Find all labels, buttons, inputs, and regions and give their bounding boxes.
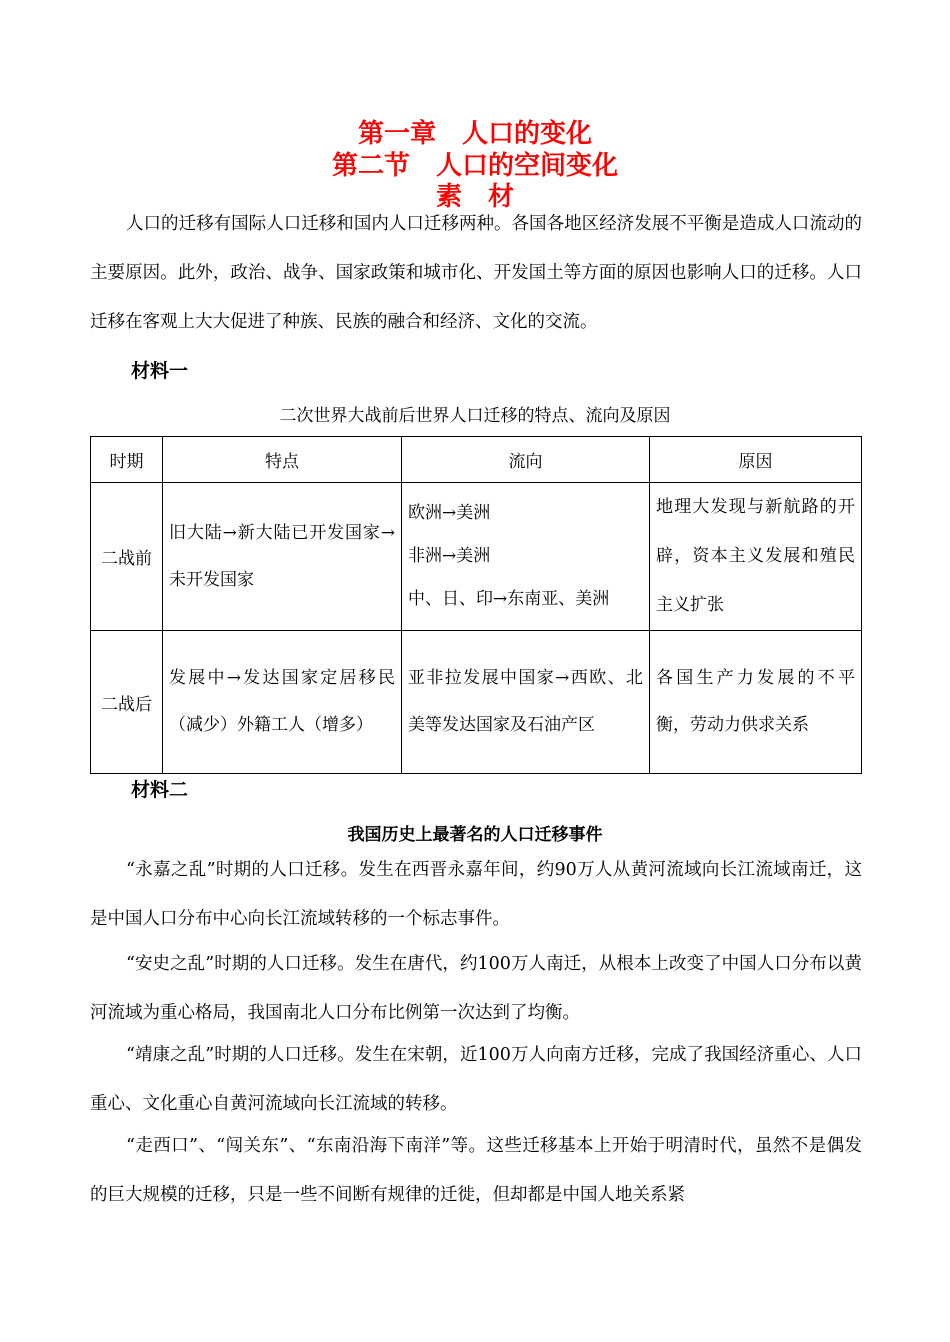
material-one-heading: 材料一	[131, 360, 189, 382]
reason-cell: 各国生产力发展的不平衡，劳动力供求关系	[650, 631, 862, 774]
event-paragraph: “靖康之乱”时期的人口迁移。发生在宋朝，近100万人向南方迁移，完成了我国经济重心、人口重心、文化重心自黄河流域向长江流域的转移。	[90, 1045, 862, 1114]
chapter-title: 第一章 人口的变化	[357, 119, 592, 149]
table-row	[91, 483, 862, 631]
header-reason: 原因	[650, 437, 862, 483]
flow-line: 非洲→美洲	[408, 546, 491, 566]
flow-cell	[402, 483, 650, 631]
migration-table	[90, 436, 862, 774]
event-paragraph: “走西口”、“闯关东”、“东南沿海下南洋”等。这些迁移基本上开始于明清时代，虽然不是偶发的巨大规模的迁移，只是一些不间断有规律的迁徙，但却都是中国人地关系紧	[90, 1136, 862, 1205]
subject-title: 素 材	[435, 182, 514, 212]
flow-cell: 亚非拉发展中国家→西欧、北美等发达国家及石油产区	[402, 631, 650, 774]
reason-cell: 地理大发现与新航路的开辟，资本主义发展和殖民主义扩张	[650, 483, 862, 631]
section-title: 第二节 人口的空间变化	[331, 151, 618, 181]
period-cell: 二战后	[91, 631, 163, 774]
intro-paragraph: 人口的迁移有国际人口迁移和国内人口迁移两种。各国各地区经济发展不平衡是造成人口流动的主要原因。此外，政治、战争、国家政策和城市化、开发国土等方面的原因也影响人口的迁移。人口迁移在客观上大大促进了种族、民族的融合和经济、文化的交流。	[90, 214, 862, 332]
period-cell: 二战前	[91, 483, 163, 631]
flow-line: 欧洲→美洲	[408, 503, 491, 523]
events-caption: 我国历史上最著名的人口迁移事件	[347, 825, 603, 845]
event-paragraph: “安史之乱”时期的人口迁移。发生在唐代，约100万人南迁，从根本上改变了中国人口分布以黄河流域为重心格局，我国南北人口分布比例第一次达到了均衡。	[90, 954, 862, 1023]
flow-line: 中、日、印→东南亚、美洲	[408, 589, 610, 609]
table-caption: 二次世界大战前后世界人口迁移的特点、流向及原因	[279, 406, 671, 426]
feature-cell: 发展中→发达国家定居移民（减少）外籍工人（增多）	[163, 631, 402, 774]
feature-cell: 旧大陆→新大陆已开发国家→未开发国家	[163, 483, 402, 631]
table-row	[91, 631, 862, 774]
material-two-heading: 材料二	[131, 779, 189, 801]
table-header-row	[91, 437, 862, 483]
header-period: 时期	[91, 437, 163, 483]
header-feature: 特点	[163, 437, 402, 483]
event-paragraph: “永嘉之乱”时期的人口迁移。发生在西晋永嘉年间，约90万人从黄河流域向长江流域南迁，这是中国人口分布中心向长江流域转移的一个标志事件。	[90, 860, 862, 929]
header-flow: 流向	[402, 437, 650, 483]
